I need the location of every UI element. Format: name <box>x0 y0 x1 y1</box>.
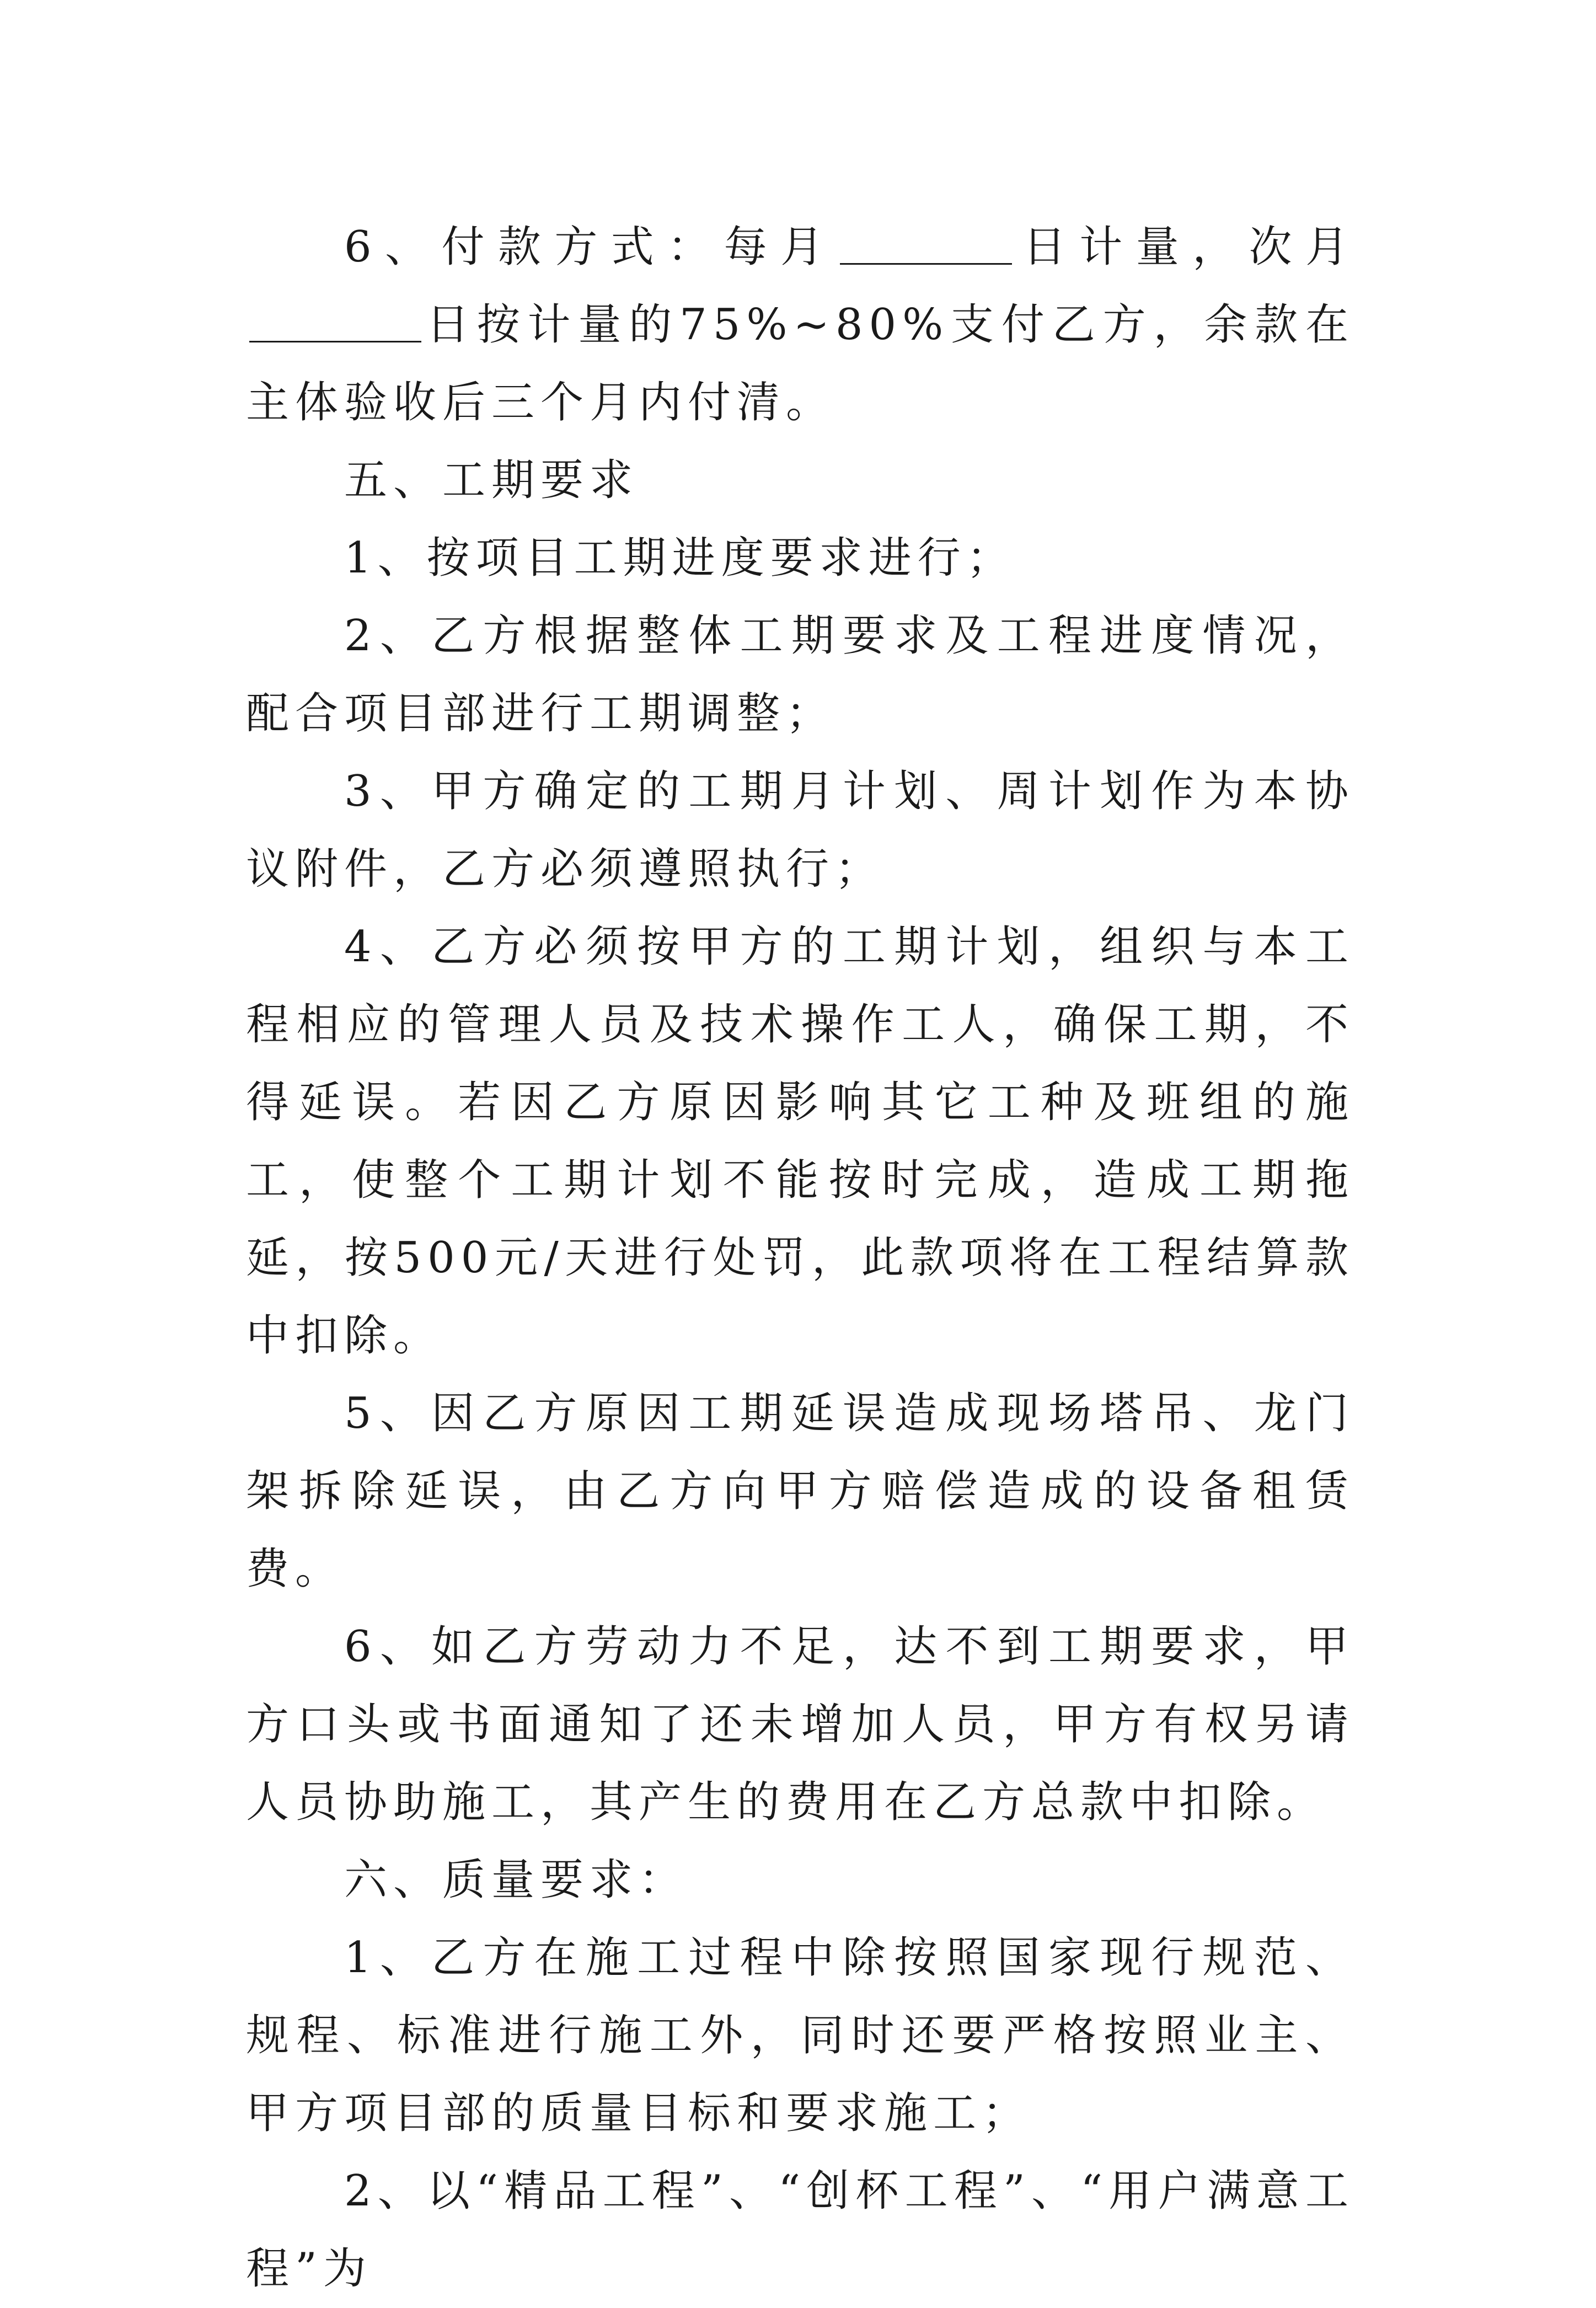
paragraph-quality-2: 2、以“精品工程”、“创杯工程”、“用户满意工程”为 <box>246 2166 1354 2294</box>
paragraph-payment-method <box>246 208 1354 442</box>
document-body <box>246 208 1354 2308</box>
blank-field-pay-day <box>249 302 421 342</box>
blank-field-measure-day <box>840 224 1012 265</box>
paragraph-schedule-6: 6、如乙方劳动力不足，达不到工期要求，甲方口头或书面通知了还未增加人员，甲方有权另请人员协助施工，其产生的费用在乙方总款中扣除。 <box>246 1622 1354 1827</box>
section-heading-quality: 六、质量要求： <box>344 1855 688 1905</box>
payment-text-part-1: 6、付款方式：每月 <box>344 222 837 272</box>
paragraph-schedule-2: 2、乙方根据整体工期要求及工程进度情况，配合项目部进行工期调整； <box>246 611 1354 738</box>
section-heading-schedule: 五、工期要求 <box>344 456 639 505</box>
paragraph-quality-1: 1、乙方在施工过程中除按照国家现行规范、规程、标准进行施工外，同时还要严格按照业主、甲方项目部的质量目标和要求施工； <box>246 1933 1354 2138</box>
payment-text-part-3: 日按计量的75%~80%支付乙方，余款在主体验收后三个月内付清。 <box>246 300 1354 427</box>
paragraph-schedule-5: 5、因乙方原因工期延误造成现场塔吊、龙门架拆除延误，由乙方向甲方赔偿造成的设备租赁费。 <box>246 1389 1354 1594</box>
payment-text-part-2: 日计量，次月 <box>1015 222 1354 272</box>
paragraph-schedule-3: 3、甲方确定的工期月计划、周计划作为本协议附件，乙方必须遵照执行； <box>246 767 1354 894</box>
paragraph-schedule-1: 1、按项目工期进度要求进行； <box>344 533 1016 583</box>
paragraph-schedule-4: 4、乙方必须按甲方的工期计划，组织与本工程相应的管理人员及技术操作工人，确保工期，不得延误。若因乙方原因影响其它工种及班组的施工，使整个工期计划不能按时完成，造成工期拖延，按500元/天进行处罚，此款项将在工程结算款中扣除。 <box>246 922 1354 1361</box>
